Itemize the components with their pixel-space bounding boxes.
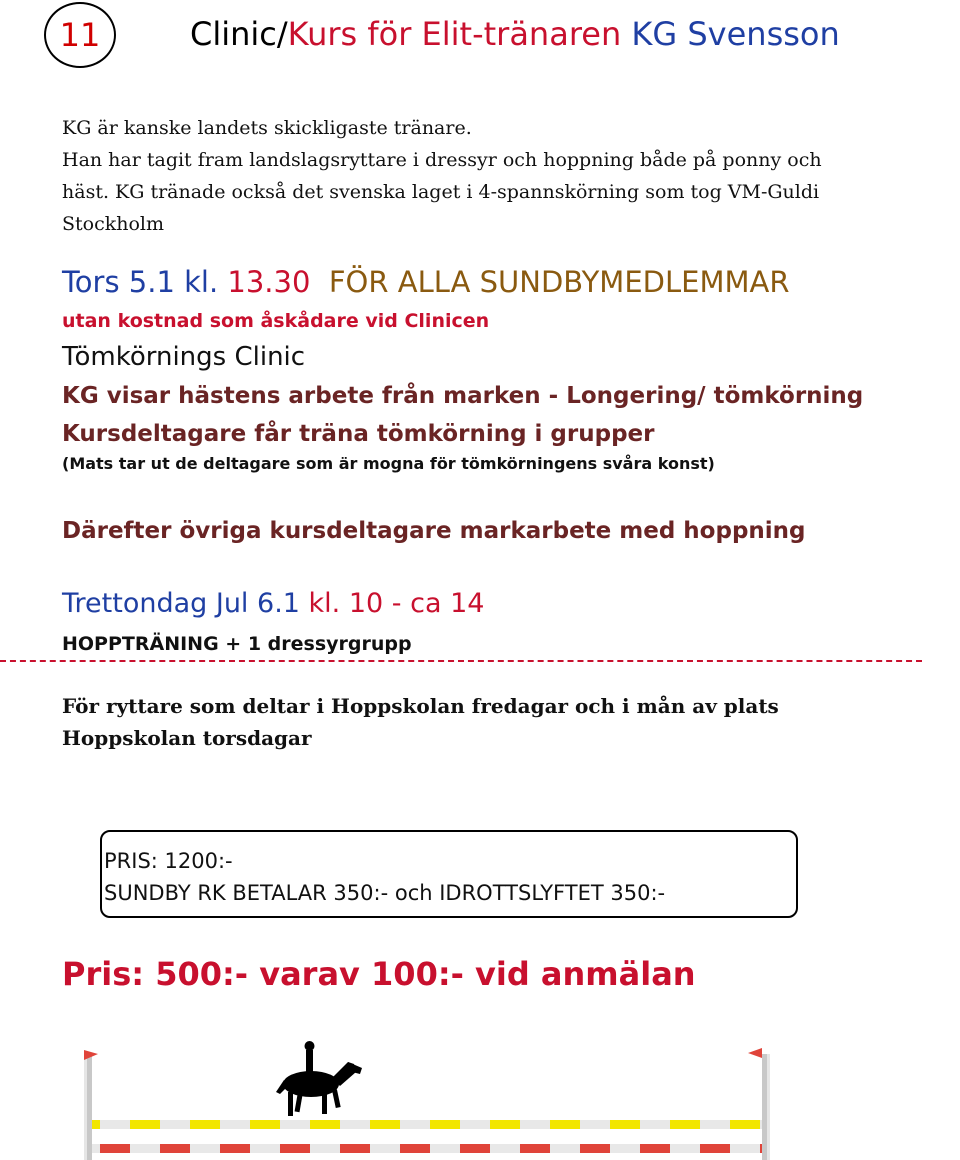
course-eligibility: För ryttare som deltar i Hoppskolan fredagar och i mån av plats Hoppskolan torsdagar	[62, 694, 779, 750]
course-date: Trettondag Jul 6.1	[62, 588, 309, 619]
course-time: kl. 10 - ca 14	[308, 588, 485, 619]
page-number-badge: 11	[44, 2, 116, 68]
final-price: Pris: 500:- varav 100:- vid anmälan	[62, 955, 696, 993]
right-flag-icon	[748, 1048, 762, 1058]
title-course: Kurs för Elit-tränaren	[287, 15, 632, 53]
top-rail	[92, 1120, 762, 1129]
dashed-divider	[0, 660, 922, 662]
title-clinic: Clinic/	[190, 15, 288, 53]
page-title	[190, 12, 840, 56]
title-trainer: KG Svensson	[631, 15, 840, 53]
show-jump-illustration	[70, 1036, 790, 1160]
price-box-line-2: SUNDBY RK BETALAR 350:- och IDROTTSLYFTET 350:-	[104, 881, 666, 905]
clinic-line-2: Kursdeltagare får träna tömkörning i grupper	[62, 421, 655, 447]
clinic-free-note: utan kostnad som åskådare vid Clinicen	[62, 310, 490, 332]
bottom-rail	[92, 1144, 762, 1153]
clinic-note: (Mats tar ut de deltagare som är mogna för tömkörningens svåra konst)	[62, 454, 715, 473]
clinic-date-line	[62, 262, 790, 302]
price-box-line-1: PRIS: 1200:-	[104, 849, 233, 873]
clinic-line-3: Därefter övriga kursdeltagare markarbete med hoppning	[62, 518, 806, 544]
clinic-date: Tors 5.1 kl.	[62, 265, 228, 299]
clinic-time: 13.30	[227, 265, 311, 299]
left-standard	[84, 1050, 98, 1160]
horse-rider-icon	[276, 1041, 362, 1116]
clinic-title: Tömkörnings Clinic	[62, 342, 306, 372]
course-date-line	[62, 584, 484, 624]
intro-text: KG är kanske landets skickligaste tränare. Han har tagit fram landslagsryttare i dressyr och hoppning både på ponny och häst. KG tränade också det svenska laget i 4-spannskörning som tog VM-Guldi Stockholm	[62, 117, 822, 235]
right-standard	[748, 1048, 770, 1160]
clinic-audience: FÖR ALLA SUNDBYMEDLEMMAR	[328, 265, 790, 299]
course-subtitle: HOPPTRÄNING + 1 dressyrgrupp	[62, 633, 412, 655]
clinic-line-1: KG visar hästens arbete från marken - Longering/ tömkörning	[62, 383, 864, 409]
